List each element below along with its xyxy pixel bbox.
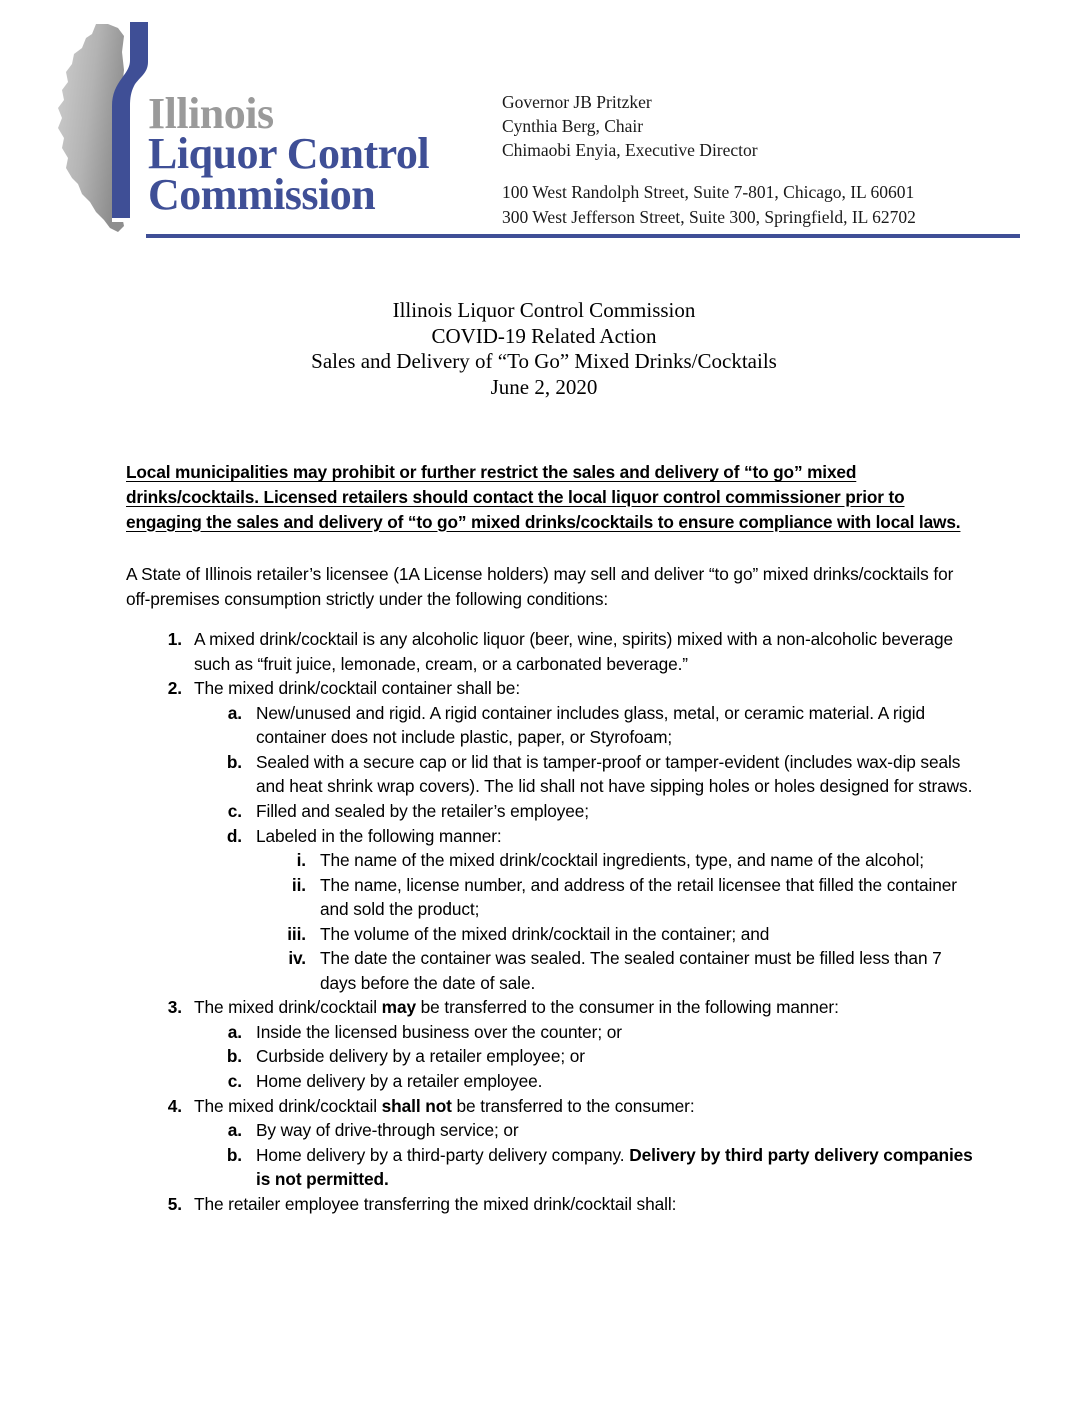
list-item-text: Filled and sealed by the retailer’s employee; — [256, 801, 589, 821]
list-item — [126, 1094, 980, 1192]
list-item — [126, 627, 980, 676]
list-item-text: Curbside delivery by a retailer employee; or — [256, 1046, 585, 1067]
list-item — [256, 873, 980, 922]
list-marker: a. — [227, 1021, 242, 1042]
list-item — [126, 676, 980, 995]
list-item — [194, 1143, 980, 1192]
allowed-transfer-list — [194, 1020, 980, 1094]
list-item-text: By way of drive-through service; or — [256, 1120, 519, 1141]
wordmark-commission: Commission — [148, 169, 376, 219]
list-marker: a. — [227, 702, 242, 723]
list-marker: 5. — [167, 1193, 182, 1214]
wordmark-illinois: Illinois — [148, 89, 274, 138]
list-item-text: The name, license number, and address of the retail licensee that filled the container and sold the product; — [320, 874, 957, 920]
list-marker: iv. — [288, 948, 306, 969]
contact-spacer — [502, 162, 916, 180]
list-item-text-emphasis: Delivery by third party delivery companies is not permitted. — [256, 1144, 973, 1190]
list-item-text: Inside the licensed business over the counter; or — [256, 1021, 622, 1042]
title-line-action: COVID-19 Related Action — [431, 323, 657, 348]
conditions-intro: A State of Illinois retailer’s licensee (1A License holders) may sell and deliver “to go” mixed drinks/cocktails for off-premises consumption strictly under the following conditions: — [126, 564, 954, 609]
address-chicago: 100 West Randolph Street, Suite 7-801, Chicago, IL 60601 — [502, 182, 915, 203]
list-item — [194, 799, 980, 824]
list-item-text: Home delivery by a retailer employee. — [256, 1071, 543, 1092]
list-item-text: The date the container was sealed. The sealed container must be filled less than 7 days before the date of sale. — [320, 948, 942, 993]
list-marker: 4. — [167, 1095, 182, 1116]
wordmark-liquor-control: Liquor Control — [148, 129, 430, 179]
list-item-text: New/unused and rigid. A rigid container includes glass, metal, or ceramic material. A rigid container does not include plastic, paper, or Styrofoam; — [256, 702, 926, 748]
list-item-text: A mixed drink/cocktail is any alcoholic liquor (beer, wine, spirits) mixed with a non-alcoholic beverage such as “fruit juice, lemonade, cream, or a carbonated beverage.” — [194, 629, 953, 674]
list-marker: ii. — [291, 874, 306, 895]
letterhead — [0, 0, 1088, 250]
list-item-text-emphasis: shall not — [381, 1095, 452, 1116]
title-line-subject: Sales and Delivery of “To Go” Mixed Drinks/Cocktails — [311, 349, 777, 374]
list-marker: 3. — [167, 997, 182, 1018]
document-body — [0, 460, 1088, 1216]
list-item — [256, 946, 980, 995]
list-item-text: The name of the mixed drink/cocktail ingredients, type, and name of the alcohol; — [320, 850, 924, 871]
title-line-agency: Illinois Liquor Control Commission — [392, 298, 696, 322]
list-marker: iii. — [287, 923, 306, 944]
agency-wordmark — [148, 89, 430, 219]
conditions-list — [126, 627, 980, 1216]
list-item — [194, 701, 980, 750]
list-item — [126, 995, 980, 1093]
list-item — [194, 1069, 980, 1094]
list-item-text-pre: Home delivery by a third-party delivery company. — [256, 1144, 630, 1165]
list-item-text: The retailer employee transferring the mixed drink/cocktail shall: — [194, 1193, 677, 1214]
list-item — [194, 1020, 980, 1045]
list-item — [194, 750, 980, 799]
list-marker: 1. — [167, 629, 182, 650]
letterhead-contact-info — [502, 90, 916, 229]
list-item-text-pre: The mixed drink/cocktail — [194, 1095, 382, 1116]
container-requirements-list — [194, 701, 980, 996]
title-line-date: June 2, 2020 — [490, 374, 598, 399]
list-item-text-post: be transferred to the consumer: — [451, 1095, 695, 1116]
list-item — [194, 824, 980, 996]
list-item-text: Sealed with a secure cap or lid that is tamper-proof or tamper-evident (includes wax-dip seals and heat shrink wrap covers). The lid shall not have sipping holes or holes designed for straws. — [256, 751, 973, 797]
list-item-text-pre: The mixed drink/cocktail — [194, 997, 382, 1018]
local-restriction-notice: Local municipalities may prohibit or further restrict the sales and delivery of “to go” mixed drinks/cocktails. Licensed retailers should contact the local liquor control commissioner prior to engaging the sales and delivery of “to go” mixed drinks/cocktails to ensure compliance with local laws. — [126, 462, 961, 532]
official-executive-director: Chimaobi Enyia, Executive Director — [502, 140, 758, 161]
list-item — [194, 1118, 980, 1143]
list-marker: a. — [227, 1120, 242, 1141]
address-springfield: 300 West Jefferson Street, Suite 300, Springfield, IL 62702 — [502, 206, 916, 227]
letterhead-divider — [146, 234, 1020, 238]
list-marker: 2. — [167, 678, 182, 699]
list-item-text: The volume of the mixed drink/cocktail in the container; and — [320, 923, 770, 944]
list-item-text-post: be transferred to the consumer in the following manner: — [415, 997, 839, 1018]
list-item — [256, 922, 980, 947]
list-marker: b. — [226, 751, 242, 772]
list-item-text-emphasis: may — [381, 997, 416, 1018]
official-governor: Governor JB Pritzker — [502, 92, 652, 112]
list-marker: d. — [226, 825, 242, 846]
prohibited-transfer-list — [194, 1118, 980, 1192]
official-chair: Cynthia Berg, Chair — [502, 116, 644, 137]
list-item — [126, 1192, 980, 1217]
list-marker: b. — [226, 1046, 242, 1067]
list-marker: c. — [227, 801, 242, 821]
list-item-text: Labeled in the following manner: — [256, 825, 502, 846]
list-item-text: The mixed drink/cocktail container shall be: — [194, 678, 521, 699]
list-marker: c. — [227, 1071, 242, 1092]
list-item — [256, 848, 980, 873]
label-requirements-list — [256, 848, 980, 995]
agency-logo — [52, 22, 472, 234]
list-item — [194, 1044, 980, 1069]
document-title — [0, 298, 1088, 400]
list-marker: i. — [296, 850, 306, 871]
list-marker: b. — [226, 1144, 242, 1165]
